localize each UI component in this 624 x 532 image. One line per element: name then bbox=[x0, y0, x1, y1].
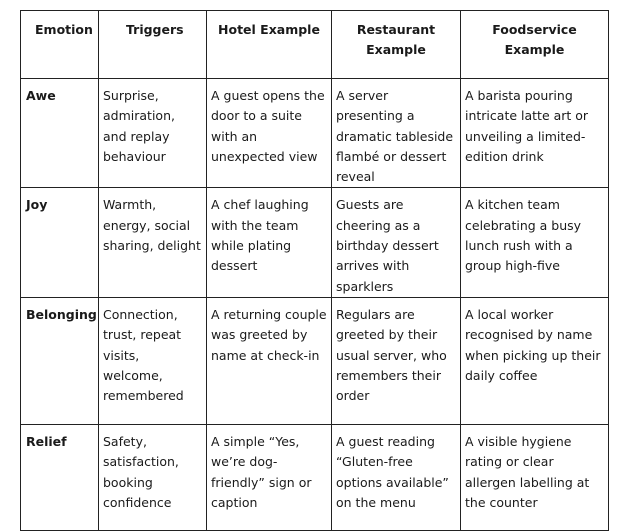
table-row bbox=[21, 79, 609, 188]
foodservice-cell: A visible hygiene rating or clear allergen labelling at the counter bbox=[461, 424, 609, 530]
hotel-cell: A guest opens the door to a suite with an unexpected view bbox=[207, 79, 332, 188]
emotion-cell: Joy bbox=[21, 188, 99, 297]
triggers-cell: Connection, trust, repeat visits, welcome, remembered bbox=[99, 297, 207, 424]
hotel-cell: A returning couple was greeted by name at check-in bbox=[207, 297, 332, 424]
table-row bbox=[21, 297, 609, 424]
foodservice-cell: A kitchen team celebrating a busy lunch rush with a group high-five bbox=[461, 188, 609, 297]
table-row bbox=[21, 424, 609, 530]
header-restaurant-example: Restaurant Example bbox=[332, 11, 461, 79]
header-hotel-example: Hotel Example bbox=[207, 11, 332, 79]
header-emotion: Emotion bbox=[21, 11, 99, 79]
emotion-cell: Belonging bbox=[21, 297, 99, 424]
emotion-cell: Awe bbox=[21, 79, 99, 188]
triggers-cell: Safety, satisfaction, booking confidence bbox=[99, 424, 207, 530]
restaurant-cell: Guests are cheering as a birthday dessert arrives with sparklers bbox=[332, 188, 461, 297]
triggers-cell: Warmth, energy, social sharing, delight bbox=[99, 188, 207, 297]
foodservice-cell: A local worker recognised by name when picking up their daily coffee bbox=[461, 297, 609, 424]
emotion-cell: Relief bbox=[21, 424, 99, 530]
foodservice-cell: A barista pouring intricate latte art or unveiling a limited-edition drink bbox=[461, 79, 609, 188]
restaurant-cell: A server presenting a dramatic tableside flambé or dessert reveal bbox=[332, 79, 461, 188]
header-row bbox=[21, 11, 609, 79]
restaurant-cell: Regulars are greeted by their usual server, who remembers their order bbox=[332, 297, 461, 424]
restaurant-cell: A guest reading “Gluten-free options available” on the menu bbox=[332, 424, 461, 530]
emotions-table bbox=[20, 10, 609, 531]
hotel-cell: A simple “Yes, we’re dog-friendly” sign or caption bbox=[207, 424, 332, 530]
hotel-cell: A chef laughing with the team while plating dessert bbox=[207, 188, 332, 297]
table-row bbox=[21, 188, 609, 297]
header-triggers: Triggers bbox=[99, 11, 207, 79]
triggers-cell: Surprise, admiration, and replay behaviour bbox=[99, 79, 207, 188]
header-foodservice-example: Foodservice Example bbox=[461, 11, 609, 79]
